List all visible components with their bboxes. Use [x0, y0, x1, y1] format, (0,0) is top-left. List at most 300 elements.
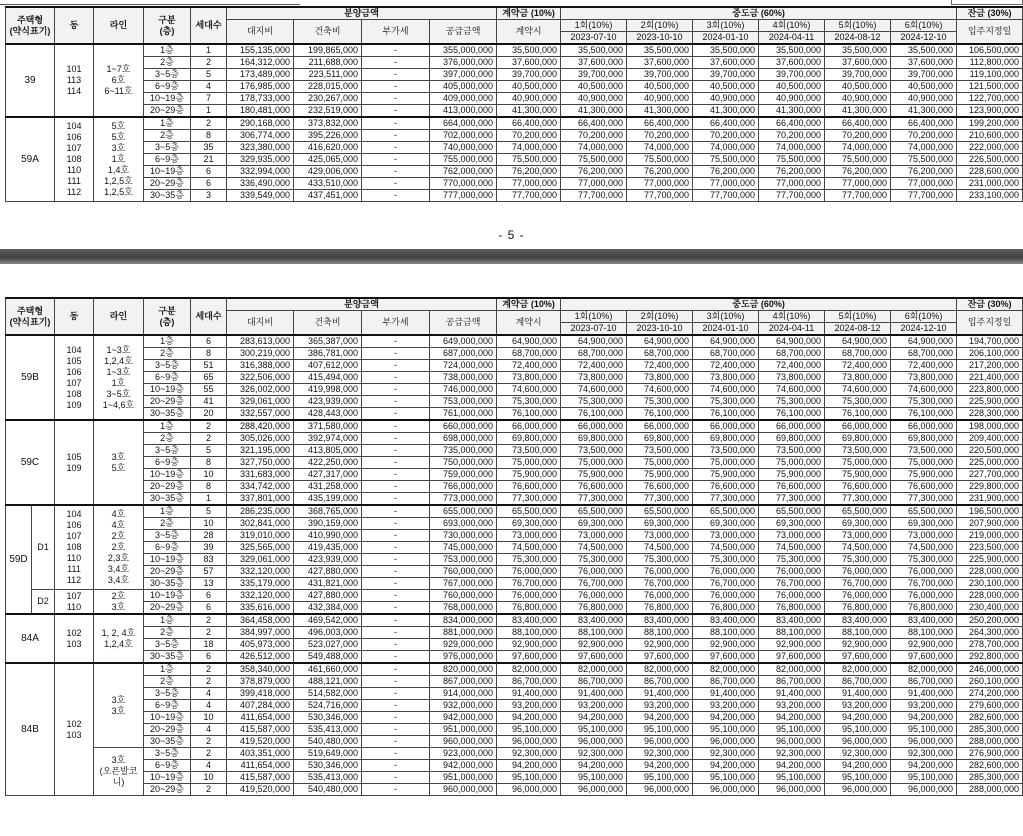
installment-cell: 77,000,000: [627, 178, 693, 190]
supply-amount-cell: 768,000,000: [430, 602, 497, 615]
table-row: [6, 676, 1023, 688]
installment-cell: 94,200,000: [891, 712, 957, 724]
supply-amount-cell: 376,000,000: [430, 57, 497, 69]
vat-cell: -: [362, 335, 430, 348]
installment-cell: 75,300,000: [891, 396, 957, 408]
floor-cell: 6~9층: [144, 81, 191, 93]
balance-cell: 225,900,000: [957, 554, 1023, 566]
installment-cell: 41,300,000: [891, 105, 957, 118]
supply-amount-cell: 649,000,000: [430, 335, 497, 348]
land-cost-cell: 335,616,000: [227, 602, 294, 615]
floor-cell: 6~9층: [144, 542, 191, 554]
installment-cell: 95,100,000: [561, 772, 627, 784]
col-header-installment: 4회(10%): [759, 311, 825, 323]
col-header-installment: 5회(10%): [825, 20, 891, 32]
balance-cell: 276,900,000: [957, 748, 1023, 760]
land-cost-cell: 325,565,000: [227, 542, 294, 554]
vat-cell: -: [362, 445, 430, 457]
installment-cell: 64,900,000: [627, 335, 693, 348]
dong-line: 108: [66, 388, 82, 399]
building-cost-cell: 431,258,000: [294, 481, 362, 493]
installment-cell: 75,300,000: [627, 396, 693, 408]
installment-cell: 95,100,000: [561, 724, 627, 736]
table-row: [6, 190, 1023, 202]
deposit-cell: 40,500,000: [497, 81, 561, 93]
col-header-installment: 4회(10%): [759, 20, 825, 32]
installment-cell: 37,600,000: [627, 57, 693, 69]
col-header-balance: 입주지정일: [957, 311, 1023, 336]
installment-cell: 74,000,000: [759, 142, 825, 154]
balance-cell: 206,100,000: [957, 348, 1023, 360]
building-cost-cell: 422,250,000: [294, 457, 362, 469]
dong-line: 107: [66, 590, 82, 601]
installment-cell: 64,900,000: [759, 335, 825, 348]
installment-cell: 86,700,000: [627, 676, 693, 688]
line-entry: 2호: [111, 531, 126, 541]
floor-cell: 2층: [144, 130, 191, 142]
installment-cell: 92,300,000: [825, 748, 891, 760]
vat-cell: -: [362, 69, 430, 81]
land-cost-cell: 403,351,000: [227, 748, 294, 760]
floor-cell: 30~35층: [144, 578, 191, 590]
installment-cell: 76,600,000: [891, 481, 957, 493]
line-cell: [94, 117, 144, 202]
dong-line: 107: [66, 377, 82, 388]
table-row: [6, 566, 1023, 578]
installment-cell: 76,000,000: [693, 590, 759, 602]
dong-line: 109: [66, 462, 82, 473]
supply-amount-cell: 834,000,000: [430, 614, 497, 627]
installment-cell: 76,200,000: [825, 166, 891, 178]
table-row: [6, 420, 1023, 433]
floor-cell: 1층: [144, 663, 191, 676]
col-header-housing-type: [6, 7, 55, 44]
installment-cell: 74,600,000: [561, 384, 627, 396]
dong-line: 110: [66, 165, 82, 175]
land-cost-cell: 337,801,000: [227, 493, 294, 506]
line-cell: [94, 505, 144, 590]
installment-cell: 96,000,000: [759, 784, 825, 796]
dong-line: 110: [66, 601, 82, 612]
units-cell: 65: [191, 372, 227, 384]
balance-cell: 264,300,000: [957, 627, 1023, 639]
units-cell: 8: [191, 481, 227, 493]
installment-cell: 77,300,000: [561, 493, 627, 506]
units-cell: 4: [191, 688, 227, 700]
installment-cell: 73,800,000: [561, 372, 627, 384]
installment-cell: 69,300,000: [891, 518, 957, 530]
land-cost-cell: 283,613,000: [227, 335, 294, 348]
floor-cell: 30~35층: [144, 190, 191, 202]
installment-cell: 97,600,000: [825, 651, 891, 664]
deposit-cell: 76,200,000: [497, 166, 561, 178]
installment-cell: 83,400,000: [627, 614, 693, 627]
vat-cell: -: [362, 542, 430, 554]
installment-cell: 66,000,000: [561, 420, 627, 433]
floor-cell: 20~29층: [144, 105, 191, 118]
vat-cell: -: [362, 117, 430, 130]
deposit-cell: 75,300,000: [497, 396, 561, 408]
table-row: [6, 530, 1023, 542]
deposit-cell: 88,100,000: [497, 627, 561, 639]
vat-cell: -: [362, 396, 430, 408]
installment-cell: 74,600,000: [825, 384, 891, 396]
installment-cell: 74,500,000: [759, 542, 825, 554]
building-cost-cell: 514,582,000: [294, 688, 362, 700]
table-row: [6, 602, 1023, 615]
installment-cell: 75,500,000: [693, 154, 759, 166]
installment-cell: 76,100,000: [891, 408, 957, 421]
land-cost-cell: 405,973,000: [227, 639, 294, 651]
dong-line: 107: [66, 531, 82, 541]
line-entry: 5호: [111, 462, 126, 473]
deposit-cell: 66,000,000: [497, 420, 561, 433]
building-cost-cell: 232,519,000: [294, 105, 362, 118]
balance-cell: 194,700,000: [957, 335, 1023, 348]
floor-cell: 10~19층: [144, 554, 191, 566]
installment-cell: 40,500,000: [759, 81, 825, 93]
col-header-installment: 3회(10%): [693, 20, 759, 32]
units-cell: 83: [191, 554, 227, 566]
installment-cell: 76,000,000: [627, 590, 693, 602]
installment-cell: 86,700,000: [825, 676, 891, 688]
land-cost-cell: 178,733,000: [227, 93, 294, 105]
line-entry: 3~5호: [106, 388, 131, 399]
installment-cell: 96,000,000: [693, 736, 759, 748]
table-row: [6, 360, 1023, 372]
land-cost-cell: 305,026,000: [227, 433, 294, 445]
land-cost-cell: 411,654,000: [227, 712, 294, 724]
col-header-supply: 공급금액: [430, 311, 497, 336]
balance-cell: 219,000,000: [957, 530, 1023, 542]
installment-cell: 73,000,000: [825, 530, 891, 542]
installment-cell: 75,300,000: [759, 554, 825, 566]
line-entry: 3호: [111, 601, 126, 612]
building-cost-cell: 368,765,000: [294, 505, 362, 518]
installment-cell: 69,800,000: [759, 433, 825, 445]
supply-amount-cell: 929,000,000: [430, 639, 497, 651]
installment-cell: 96,000,000: [561, 784, 627, 796]
installment-cell: 40,500,000: [825, 81, 891, 93]
col-header-installment-date: 2024-08-12: [825, 32, 891, 45]
installment-cell: 91,400,000: [891, 688, 957, 700]
land-cost-cell: 164,312,000: [227, 57, 294, 69]
units-cell: 1: [191, 105, 227, 118]
installment-cell: 77,700,000: [891, 190, 957, 202]
dong-cell: [55, 590, 94, 615]
installment-cell: 70,200,000: [693, 130, 759, 142]
installment-cell: 75,900,000: [561, 469, 627, 481]
installment-cell: 37,600,000: [891, 57, 957, 69]
supply-amount-cell: 698,000,000: [430, 433, 497, 445]
line-entry: 니): [112, 777, 125, 787]
deposit-cell: 91,400,000: [497, 688, 561, 700]
land-cost-cell: 411,654,000: [227, 760, 294, 772]
installment-cell: 37,600,000: [825, 57, 891, 69]
land-cost-cell: 419,520,000: [227, 784, 294, 796]
installment-cell: 96,000,000: [627, 736, 693, 748]
line-entry: 5호: [111, 132, 126, 142]
installment-cell: 76,000,000: [759, 566, 825, 578]
installment-cell: 77,000,000: [759, 178, 825, 190]
supply-amount-cell: 755,000,000: [430, 154, 497, 166]
page-number: - 5 -: [498, 228, 525, 242]
building-cost-cell: 419,998,000: [294, 384, 362, 396]
units-cell: 2: [191, 736, 227, 748]
floor-cell: 30~35층: [144, 651, 191, 664]
installment-cell: 92,300,000: [561, 748, 627, 760]
installment-cell: 77,700,000: [561, 190, 627, 202]
dong-line: 107: [66, 143, 82, 153]
installment-cell: 86,700,000: [561, 676, 627, 688]
col-header-land: 대지비: [227, 311, 294, 336]
balance-cell: 123,900,000: [957, 105, 1023, 118]
building-cost-cell: 416,620,000: [294, 142, 362, 154]
deposit-cell: 76,100,000: [497, 408, 561, 421]
installment-cell: 75,000,000: [825, 457, 891, 469]
balance-cell: 223,800,000: [957, 384, 1023, 396]
balance-cell: 233,100,000: [957, 190, 1023, 202]
installment-cell: 95,100,000: [891, 724, 957, 736]
dong-line: 109: [66, 399, 82, 410]
floor-cell: 3~5층: [144, 445, 191, 457]
dong-line: 106: [66, 520, 82, 530]
installment-cell: 96,000,000: [627, 784, 693, 796]
table-row: [6, 408, 1023, 421]
installment-cell: 37,600,000: [759, 57, 825, 69]
building-cost-cell: 437,451,000: [294, 190, 362, 202]
building-cost-cell: 530,346,000: [294, 712, 362, 724]
units-cell: 4: [191, 81, 227, 93]
floor-cell: 1층: [144, 420, 191, 433]
dong-line: 104: [66, 509, 82, 519]
installment-cell: 76,200,000: [693, 166, 759, 178]
units-cell: 55: [191, 384, 227, 396]
deposit-cell: 74,600,000: [497, 384, 561, 396]
header-line: 구분: [158, 305, 176, 316]
col-header-installment: 5회(10%): [825, 311, 891, 323]
installment-cell: 76,600,000: [825, 481, 891, 493]
floor-cell: 3~5층: [144, 142, 191, 154]
deposit-cell: 96,000,000: [497, 784, 561, 796]
line-cell: [94, 420, 144, 505]
building-cost-cell: 211,688,000: [294, 57, 362, 69]
installment-cell: 77,700,000: [759, 190, 825, 202]
installment-cell: 66,000,000: [891, 420, 957, 433]
vat-cell: -: [362, 505, 430, 518]
installment-cell: 74,000,000: [561, 142, 627, 154]
dong-cell: [55, 614, 94, 663]
installment-cell: 35,500,000: [825, 44, 891, 57]
deposit-cell: 41,300,000: [497, 105, 561, 118]
land-cost-cell: 306,774,000: [227, 130, 294, 142]
floor-cell: 2층: [144, 433, 191, 445]
line-entry: 1~3호: [106, 344, 131, 355]
installment-cell: 35,500,000: [627, 44, 693, 57]
line-entry: 1~4,6호: [102, 399, 135, 410]
vat-cell: -: [362, 130, 430, 142]
installment-cell: 92,900,000: [561, 639, 627, 651]
vat-cell: -: [362, 736, 430, 748]
table-row: [6, 748, 1023, 760]
land-cost-cell: 302,841,000: [227, 518, 294, 530]
installment-cell: 76,700,000: [825, 578, 891, 590]
installment-cell: 76,600,000: [627, 481, 693, 493]
installment-cell: 66,000,000: [627, 420, 693, 433]
table-row: [6, 493, 1023, 506]
table-row: [6, 578, 1023, 590]
installment-cell: 94,200,000: [825, 712, 891, 724]
installment-cell: 91,400,000: [561, 688, 627, 700]
units-cell: 3: [191, 190, 227, 202]
installment-cell: 75,500,000: [825, 154, 891, 166]
balance-cell: 225,900,000: [957, 396, 1023, 408]
installment-cell: 75,900,000: [693, 469, 759, 481]
installment-cell: 95,100,000: [693, 772, 759, 784]
installment-cell: 77,000,000: [825, 178, 891, 190]
col-header-deposit: 계약시: [497, 311, 561, 336]
line-entry: 1,4호: [107, 165, 130, 175]
floor-cell: 6~9층: [144, 700, 191, 712]
vat-cell: -: [362, 408, 430, 421]
line-entry: 1호: [111, 377, 126, 388]
supply-amount-cell: 960,000,000: [430, 736, 497, 748]
supply-amount-cell: 777,000,000: [430, 190, 497, 202]
installment-cell: 75,300,000: [825, 554, 891, 566]
line-cell: [94, 335, 144, 420]
installment-cell: 75,000,000: [693, 457, 759, 469]
land-cost-cell: 321,195,000: [227, 445, 294, 457]
building-cost-cell: 428,443,000: [294, 408, 362, 421]
deposit-cell: 70,200,000: [497, 130, 561, 142]
dong-line: 112: [66, 187, 82, 197]
table-row: [6, 142, 1023, 154]
supply-amount-cell: 914,000,000: [430, 688, 497, 700]
table-row: [6, 469, 1023, 481]
floor-cell: 20~29층: [144, 784, 191, 796]
supply-amount-cell: 746,000,000: [430, 384, 497, 396]
installment-cell: 95,100,000: [759, 724, 825, 736]
installment-cell: 93,200,000: [759, 700, 825, 712]
deposit-cell: 92,300,000: [497, 748, 561, 760]
table-row: [6, 614, 1023, 627]
deposit-cell: 64,900,000: [497, 335, 561, 348]
installment-cell: 73,800,000: [759, 372, 825, 384]
installment-cell: 76,800,000: [759, 602, 825, 615]
installment-cell: 66,400,000: [891, 117, 957, 130]
units-cell: 2: [191, 614, 227, 627]
building-cost-cell: 223,511,000: [294, 69, 362, 81]
installment-cell: 76,800,000: [561, 602, 627, 615]
land-cost-cell: 329,935,000: [227, 154, 294, 166]
installment-cell: 97,600,000: [759, 651, 825, 664]
floor-cell: 3~5층: [144, 69, 191, 81]
balance-cell: 230,400,000: [957, 602, 1023, 615]
line-entry: 6~11호: [104, 86, 133, 96]
installment-cell: 96,000,000: [891, 736, 957, 748]
col-header-installment-date: 2024-12-10: [891, 32, 957, 45]
balance-cell: 231,000,000: [957, 178, 1023, 190]
installment-cell: 40,500,000: [693, 81, 759, 93]
line-entry: 2,3호: [107, 553, 130, 563]
installment-cell: 94,200,000: [627, 712, 693, 724]
dong-line: 110: [66, 553, 82, 563]
line-entry: 2호: [111, 590, 126, 601]
supply-amount-cell: 405,000,000: [430, 81, 497, 93]
vat-cell: -: [362, 93, 430, 105]
col-header-balance-group: 잔금 (30%): [957, 7, 1023, 20]
installment-cell: 76,200,000: [759, 166, 825, 178]
previous-page-note-remnant: [951, 0, 1023, 5]
installment-cell: 40,900,000: [627, 93, 693, 105]
installment-cell: 82,000,000: [825, 663, 891, 676]
vat-cell: -: [362, 651, 430, 664]
installment-cell: 77,300,000: [627, 493, 693, 506]
col-header-installment: 2회(10%): [627, 20, 693, 32]
floor-cell: 10~19층: [144, 590, 191, 602]
supply-amount-cell: 762,000,000: [430, 166, 497, 178]
col-header-line: 라인: [94, 298, 144, 335]
units-cell: 10: [191, 518, 227, 530]
installment-cell: 35,500,000: [561, 44, 627, 57]
building-cost-cell: 469,542,000: [294, 614, 362, 627]
floor-cell: 1층: [144, 117, 191, 130]
building-cost-cell: 386,781,000: [294, 348, 362, 360]
col-header-vat: 부가세: [362, 20, 430, 45]
table-row: [6, 736, 1023, 748]
col-header-dong: 동: [55, 298, 94, 335]
land-cost-cell: 300,219,000: [227, 348, 294, 360]
installment-cell: 37,600,000: [693, 57, 759, 69]
col-header-installment-date: 2023-10-10: [627, 32, 693, 45]
installment-cell: 64,900,000: [825, 335, 891, 348]
deposit-cell: 76,600,000: [497, 481, 561, 493]
col-header-floor: [144, 7, 191, 44]
units-cell: 2: [191, 117, 227, 130]
installment-cell: 76,600,000: [759, 481, 825, 493]
installment-cell: 41,300,000: [825, 105, 891, 118]
installment-cell: 69,300,000: [561, 518, 627, 530]
installment-cell: 96,000,000: [825, 784, 891, 796]
installment-cell: 94,200,000: [561, 712, 627, 724]
table-row: [6, 457, 1023, 469]
line-cell: [94, 590, 144, 615]
col-header-housing-type: [6, 298, 55, 335]
line-entry: 4호: [111, 520, 126, 530]
deposit-cell: 73,500,000: [497, 445, 561, 457]
vat-cell: -: [362, 784, 430, 796]
line-entry: 6호: [111, 75, 126, 85]
balance-cell: 226,500,000: [957, 154, 1023, 166]
deposit-cell: 75,000,000: [497, 457, 561, 469]
installment-cell: 92,900,000: [759, 639, 825, 651]
land-cost-cell: 327,750,000: [227, 457, 294, 469]
balance-cell: 288,000,000: [957, 784, 1023, 796]
dong-line: 101: [66, 64, 82, 74]
deposit-cell: 68,700,000: [497, 348, 561, 360]
dong-line: 104: [66, 121, 82, 131]
installment-cell: 92,900,000: [825, 639, 891, 651]
floor-cell: 30~35층: [144, 408, 191, 421]
floor-cell: 10~19층: [144, 93, 191, 105]
land-cost-cell: 415,587,000: [227, 724, 294, 736]
col-header-installment-date: 2023-07-10: [561, 323, 627, 336]
col-header-sale-amount: 분양금액: [227, 298, 497, 311]
balance-cell: 285,300,000: [957, 772, 1023, 784]
installment-cell: 96,000,000: [825, 736, 891, 748]
deposit-cell: 77,300,000: [497, 493, 561, 506]
units-cell: 2: [191, 433, 227, 445]
